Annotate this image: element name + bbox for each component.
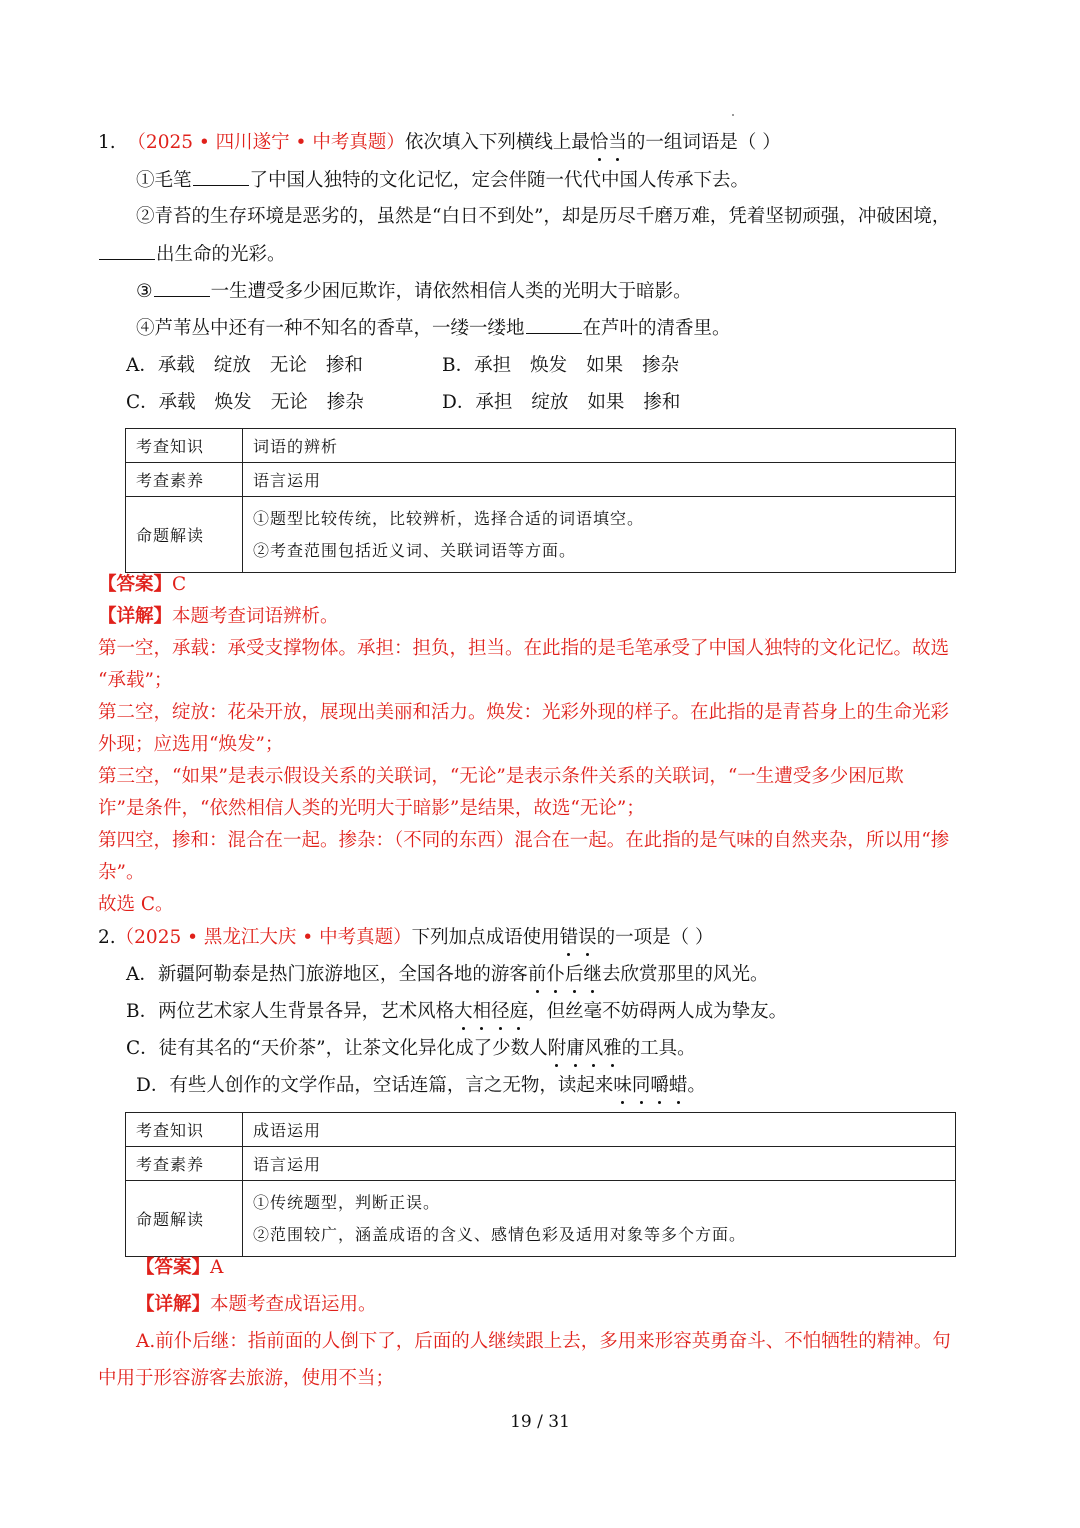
q1-sentence-2-cont: 出生命的光彩。 xyxy=(98,241,286,268)
q2-option-b: B．两位艺术家人生背景各异，艺术风格大相径庭，但丝毫不妨碍两人成为挚友。 xyxy=(126,999,787,1025)
q1-option-a: A．承载 绽放 无论 掺和 xyxy=(126,355,363,376)
emphasis-char: 庸 xyxy=(566,1036,585,1062)
q1-explain-3-cont: 诈”是条件，“依然相信人类的光明大于暗影”是结果，故选“无论”； xyxy=(98,798,645,819)
q1-explain-2-cont: 外现；应选用“焕发”； xyxy=(98,734,284,755)
q1-conclusion: 故选 C。 xyxy=(98,894,174,915)
q1-sentence-4: ④芦苇丛中还有一种不知名的香草，一缕一缕地 在芦叶的清香里。 xyxy=(136,315,731,342)
q1-info-table xyxy=(125,428,956,573)
q1-option-b: B．承担 焕发 如果 掺杂 xyxy=(442,355,680,376)
table-value: 词语的辨析 xyxy=(243,429,956,463)
q1-source: （2025 • 四川遂宁 • 中考真题） xyxy=(127,132,405,153)
page-number: 19 / 31 xyxy=(510,1412,570,1432)
table-row xyxy=(126,429,956,463)
q2-source: （2025 • 黑龙江大庆 • 中考真题） xyxy=(115,927,412,948)
q1-explain-1-cont: “承载”； xyxy=(98,670,173,691)
q1-explain-4: 第四空，掺和：混合在一起。掺杂：（不同的东西）混合在一起。在此指的是气味的自然夹杂，所以用“掺 xyxy=(98,830,950,851)
table-row xyxy=(126,1181,956,1257)
emphasis-char: 相 xyxy=(473,999,492,1025)
table-value: 成语运用 xyxy=(243,1113,956,1147)
dotted-idiom xyxy=(613,1075,687,1096)
q1-detail: 【详解】本题考查词语辨析。 xyxy=(98,606,339,627)
emphasis-char: 径 xyxy=(491,999,510,1025)
q2-dotted-word xyxy=(560,927,597,948)
emphasis-char: 当 xyxy=(608,130,627,156)
emphasis-char: 继 xyxy=(583,962,602,988)
table-key: 考查知识 xyxy=(126,429,243,463)
q2-stem: 2.（2025 • 黑龙江大庆 • 中考真题）下列加点成语使用错误的一项是（ ） xyxy=(98,925,714,951)
q2-option-d: D．有些人创作的文学作品，空话连篇，言之无物，读起来味同嚼蜡。 xyxy=(136,1073,706,1099)
table-key: 考查素养 xyxy=(126,1147,243,1181)
q1-sentence-1: ①毛笔 了中国人独特的文化记忆，定会伴随一代代中国人传承下去。 xyxy=(136,167,749,194)
table-value: 语言运用 xyxy=(243,1147,956,1181)
q2-answer: 【答案】A xyxy=(136,1257,224,1278)
q2-explain-a: A.前仆后继：指前面的人倒下了，后面的人继续跟上去，多用来形容英勇奋斗、不怕牺牲的精神。句 xyxy=(136,1331,951,1352)
table-key: 考查素养 xyxy=(126,463,243,497)
q2-detail: 【详解】本题考查成语运用。 xyxy=(136,1294,377,1315)
emphasis-char: 错 xyxy=(560,925,579,951)
table-row xyxy=(126,1113,956,1147)
table-key: 考查知识 xyxy=(126,1113,243,1147)
q1-option-d: D．承担 绽放 如果 掺和 xyxy=(442,392,681,413)
emphasis-char: 庭 xyxy=(510,999,529,1025)
q2-info-table xyxy=(125,1112,956,1257)
dotted-idiom xyxy=(454,1001,528,1022)
emphasis-char: 蜡 xyxy=(669,1073,688,1099)
q2-option-c: C．徒有其名的“天价茶”，让茶文化异化成了少数人附庸风雅的工具。 xyxy=(126,1036,696,1062)
emphasis-char: 同 xyxy=(632,1073,651,1099)
dotted-idiom xyxy=(548,1038,622,1059)
scan-dot xyxy=(732,114,734,116)
emphasis-char: 仆 xyxy=(546,962,565,988)
fill-blank xyxy=(526,315,582,334)
q2-number: 2. xyxy=(98,927,116,948)
fill-blank xyxy=(193,167,249,186)
q1-dotted-word xyxy=(590,132,627,153)
table-row xyxy=(126,1147,956,1181)
q1-explain-3: 第三空，“如果”是表示假设关系的关联词，“无论”是表示条件关系的关联词，“一生遭受多少困厄欺 xyxy=(98,766,904,787)
table-row xyxy=(126,463,956,497)
q2-explain-a-cont: 中用于形容游客去旅游，使用不当； xyxy=(98,1368,395,1389)
q1-number: 1. xyxy=(98,132,116,153)
emphasis-char: 前 xyxy=(528,962,547,988)
q1-answer: 【答案】C xyxy=(98,574,187,595)
q2-option-a: A．新疆阿勒泰是热门旅游地区，全国各地的游客前仆后继去欣赏那里的风光。 xyxy=(126,962,768,988)
q1-explain-2: 第二空，绽放：花朵开放，展现出美丽和活力。焕发：光彩外现的样子。在此指的是青苔身上的生命光彩 xyxy=(98,702,950,723)
emphasis-char: 味 xyxy=(613,1073,632,1099)
table-value: ①题型比较传统，比较辨析，选择合适的词语填空。 ②考查范围包括近义词、关联词语等方面。 xyxy=(243,497,956,573)
q1-explain-4-cont: 杂”。 xyxy=(98,862,145,883)
emphasis-char: 嚼 xyxy=(650,1073,669,1099)
table-value: 语言运用 xyxy=(243,463,956,497)
q1-stem: 1. （2025 • 四川遂宁 • 中考真题）依次填入下列横线上最恰当的一组词语是（ ） xyxy=(98,130,781,156)
table-value: ①传统题型，判断正误。 ②范围较广，涵盖成语的含义、感情色彩及适用对象等多个方面。 xyxy=(243,1181,956,1257)
emphasis-char: 误 xyxy=(578,925,597,951)
emphasis-char: 风 xyxy=(585,1036,604,1062)
fill-blank xyxy=(99,241,155,260)
dotted-idiom xyxy=(528,964,602,985)
emphasis-char: 雅 xyxy=(603,1036,622,1062)
emphasis-char: 附 xyxy=(548,1036,567,1062)
q1-option-c: C．承载 焕发 无论 掺杂 xyxy=(126,392,364,413)
emphasis-char: 恰 xyxy=(590,130,609,156)
table-key: 命题解读 xyxy=(126,1181,243,1257)
fill-blank xyxy=(154,278,210,297)
emphasis-char: 大 xyxy=(454,999,473,1025)
table-row xyxy=(126,497,956,573)
q1-sentence-3: ③ 一生遭受多少困厄欺诈，请依然相信人类的光明大于暗影。 xyxy=(136,278,692,305)
q1-sentence-2: ②青苔的生存环境是恶劣的，虽然是“白日不到处”，却是历尽千磨万难，凭着坚韧顽强，冲破困境， xyxy=(136,206,951,227)
q1-explain-1: 第一空，承载：承受支撑物体。承担：担负，担当。在此指的是毛笔承受了中国人独特的文化记忆。故选 xyxy=(98,638,950,659)
emphasis-char: 后 xyxy=(565,962,584,988)
table-key: 命题解读 xyxy=(126,497,243,573)
